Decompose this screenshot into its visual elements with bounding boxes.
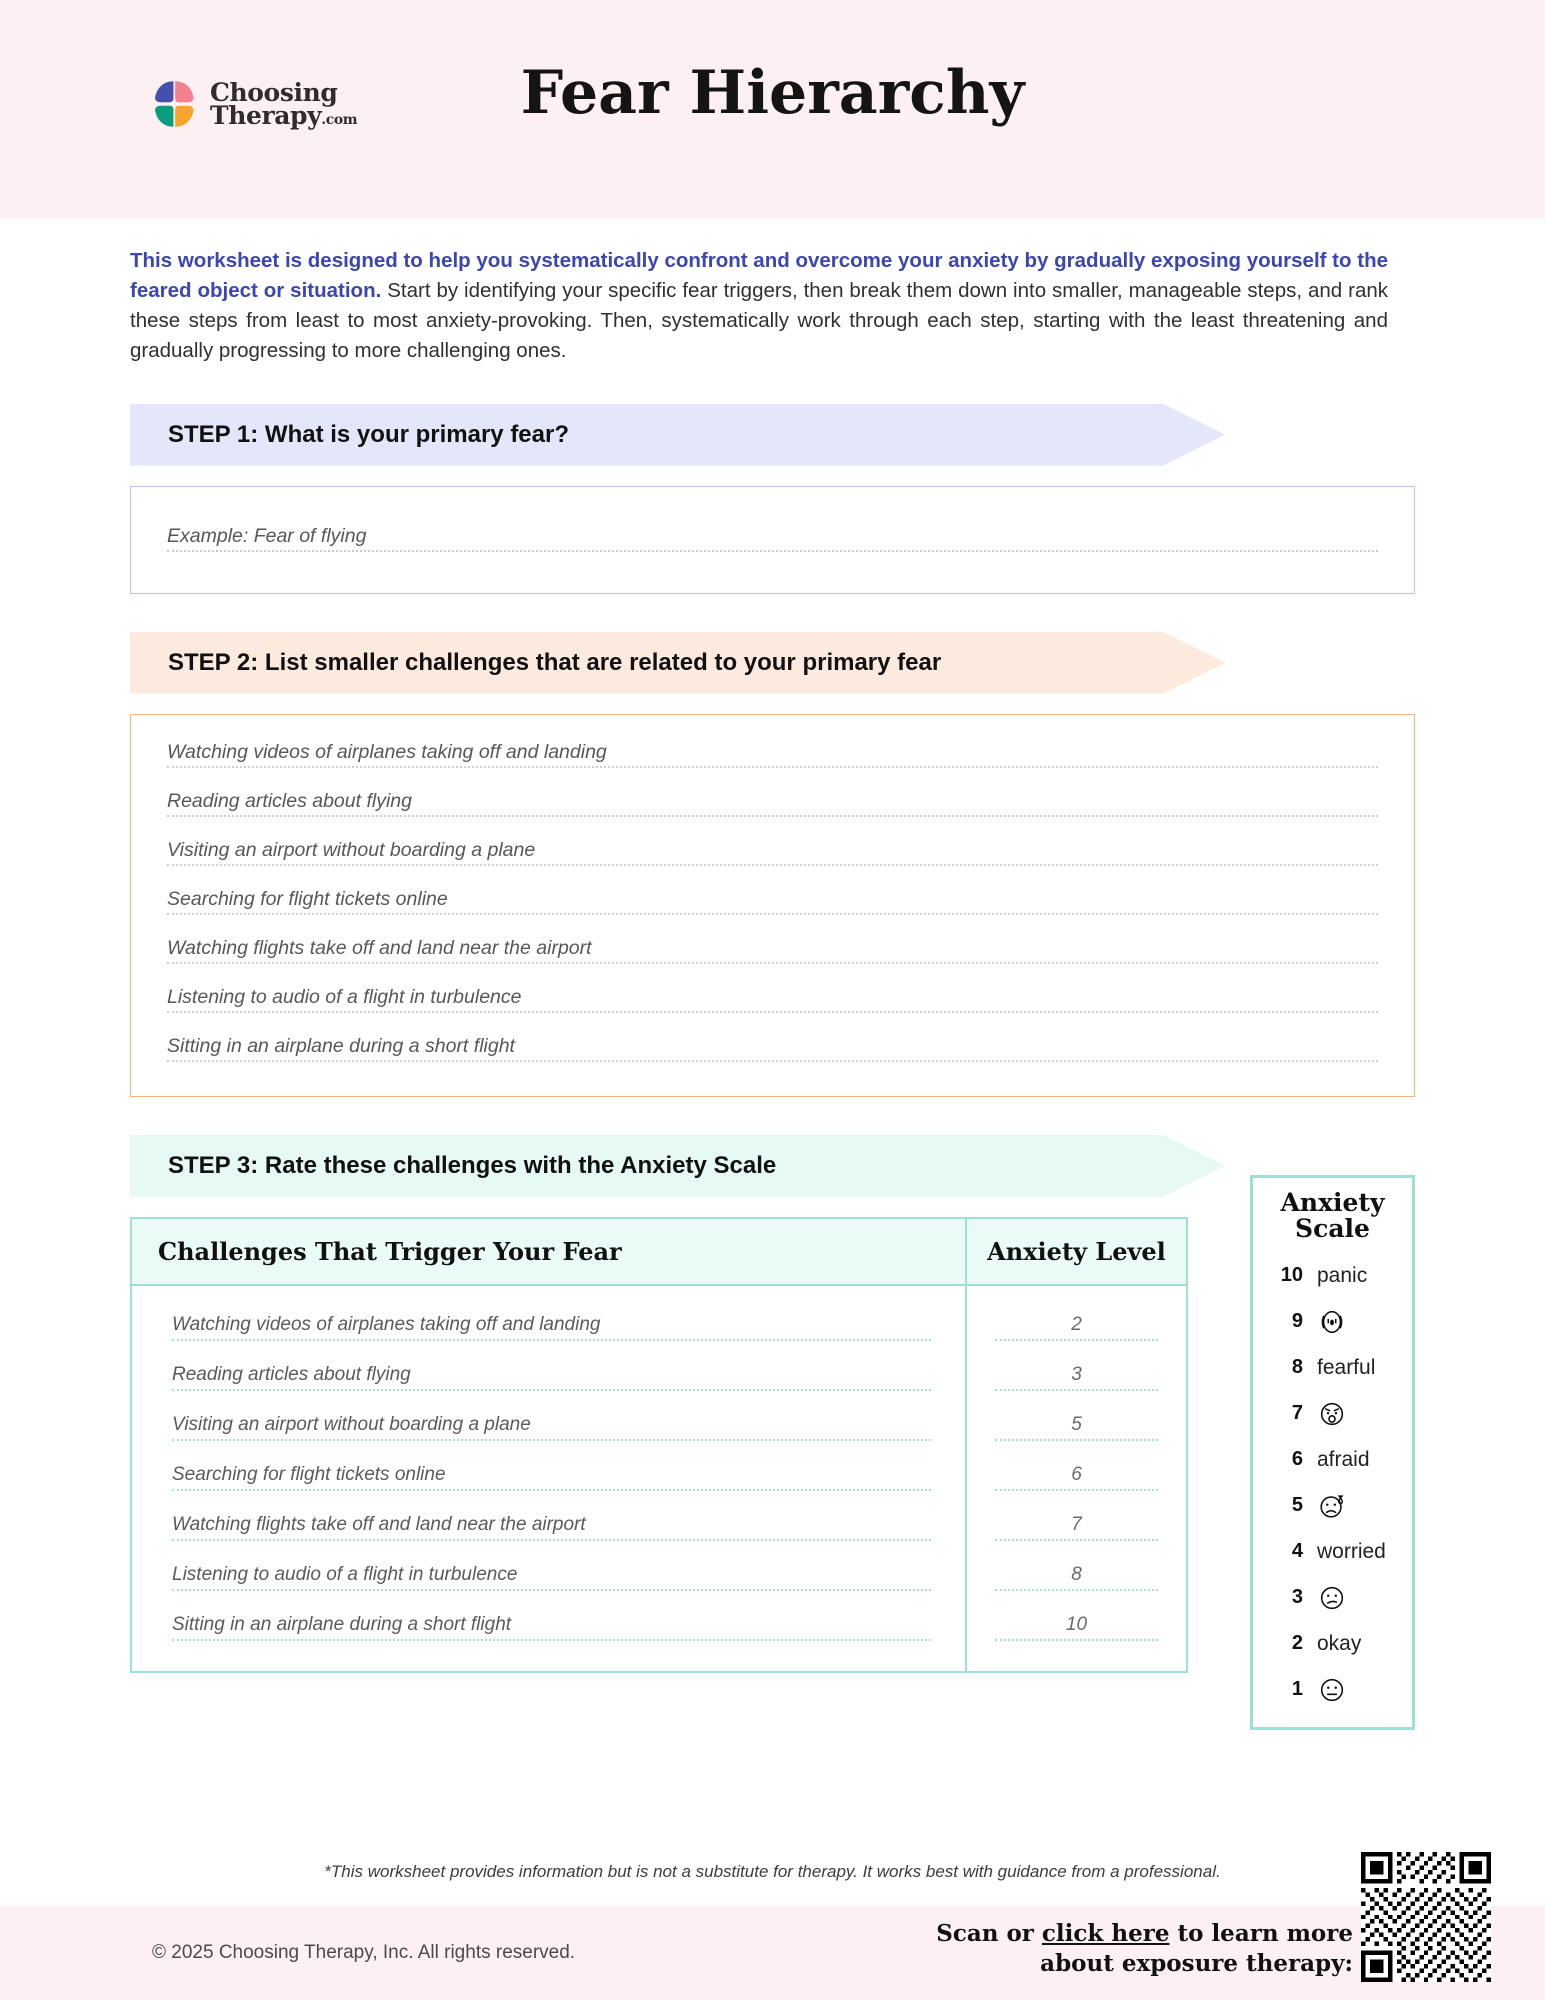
step1-banner [130, 404, 1415, 466]
level-line[interactable] [995, 1414, 1158, 1441]
level-underline [995, 1389, 1158, 1391]
anxiety-scale-label: panic [1317, 1263, 1368, 1287]
scan-callout-line2: about exposure therapy: [1040, 1949, 1353, 1977]
table-cell-challenge[interactable] [132, 1303, 966, 1353]
screaming-fear-face-icon [1317, 1307, 1347, 1337]
level-underline [995, 1639, 1158, 1641]
anxiety-scale-title-line2: Scale [1295, 1214, 1370, 1244]
challenges-table [132, 1219, 1186, 1671]
anxiety-scale-item-2 [1253, 1621, 1412, 1667]
anxiety-scale-label: fearful [1317, 1355, 1376, 1379]
anxiety-scale-number: 1 [1291, 1678, 1303, 1701]
challenge-text[interactable]: Watching videos of airplanes taking off and landing [172, 1314, 601, 1336]
table-cell-level[interactable] [966, 1403, 1186, 1453]
challenge-underline [172, 1589, 931, 1591]
level-value[interactable]: 2 [1071, 1314, 1082, 1336]
list-item[interactable] [167, 1035, 1378, 1062]
level-line[interactable] [995, 1614, 1158, 1641]
challenge-underline [172, 1489, 931, 1491]
step2-entry-text[interactable]: Listening to audio of a flight in turbulence [167, 985, 522, 1008]
anxiety-scale-item-5 [1253, 1483, 1412, 1529]
anxiety-scale-number: 6 [1291, 1448, 1303, 1471]
step2-banner-label: STEP 2: List smaller challenges that are related to your primary fear [168, 648, 942, 676]
level-value[interactable]: 3 [1071, 1364, 1082, 1386]
anxiety-scale-item-4 [1253, 1529, 1412, 1575]
entry-underline [167, 864, 1378, 866]
copyright-text: © 2025 Choosing Therapy, Inc. All rights reserved. [152, 1942, 576, 1963]
anxiety-scale-number: 3 [1291, 1586, 1303, 1609]
neutral-face-icon [1317, 1675, 1347, 1705]
step2-challenges-box[interactable] [130, 714, 1415, 1097]
brand-logo-suffix: .com [321, 112, 358, 128]
anxiety-scale-panel [1250, 1175, 1415, 1730]
anguished-face-icon [1317, 1399, 1347, 1429]
anxiety-scale-number: 5 [1291, 1494, 1303, 1517]
list-item[interactable] [167, 888, 1378, 915]
level-underline [995, 1439, 1158, 1441]
click-here-link[interactable]: click here [1041, 1920, 1170, 1948]
challenge-text[interactable]: Searching for flight tickets online [172, 1464, 446, 1486]
step1-answer-row[interactable] [167, 525, 1378, 552]
level-value[interactable]: 7 [1071, 1514, 1082, 1536]
anxiety-scale-item-10 [1253, 1253, 1412, 1299]
challenge-text[interactable]: Watching flights take off and land near the airport [172, 1514, 586, 1536]
scan-callout [936, 1919, 1353, 1978]
anxiety-scale-number: 4 [1291, 1540, 1303, 1563]
level-underline [995, 1589, 1158, 1591]
sweating-frown-face-icon [1317, 1491, 1347, 1521]
level-line[interactable] [995, 1464, 1158, 1491]
anxiety-scale-title [1253, 1187, 1412, 1244]
list-item[interactable] [167, 741, 1378, 768]
anxiety-scale-item-7 [1253, 1391, 1412, 1437]
table-row[interactable] [132, 1303, 1186, 1353]
page-header [0, 0, 1545, 218]
anxiety-scale-item-3 [1253, 1575, 1412, 1621]
disclaimer-text: *This worksheet provides information but is not a substitute for therapy. It works best with guidance from a professional. [324, 1862, 1221, 1881]
table-row[interactable] [132, 1403, 1186, 1453]
step2-entry-text[interactable]: Visiting an airport without boarding a plane [167, 838, 536, 861]
step1-banner-label: STEP 1: What is your primary fear? [168, 420, 570, 448]
step1-answer-box[interactable] [130, 486, 1415, 594]
anxiety-scale-number: 8 [1291, 1356, 1303, 1379]
step2-entry-text[interactable]: Watching flights take off and land near the airport [167, 936, 592, 959]
table-cell-level[interactable] [966, 1303, 1186, 1353]
step2-banner [130, 632, 1415, 694]
level-value[interactable]: 5 [1071, 1414, 1082, 1436]
challenge-underline [172, 1339, 931, 1341]
brand-logo-line2: Therapy.com [210, 101, 358, 130]
level-value[interactable]: 6 [1071, 1464, 1082, 1486]
challenge-underline [172, 1639, 931, 1641]
table-row[interactable] [132, 1603, 1186, 1653]
challenge-line[interactable] [172, 1514, 931, 1541]
table-spacer-row [132, 1653, 1186, 1671]
level-underline [995, 1489, 1158, 1491]
entry-underline [167, 913, 1378, 915]
step2-entry-text[interactable]: Reading articles about flying [167, 789, 412, 812]
table-cell-level[interactable] [966, 1503, 1186, 1553]
challenge-line[interactable] [172, 1364, 931, 1391]
table-cell-challenge[interactable] [132, 1453, 966, 1503]
table-row[interactable] [132, 1503, 1186, 1553]
intro-bold-lead: This worksheet is designed to help you systematically confront and overcome your anxiety by gradually exposing yourself to the feared object or situation. [130, 249, 1388, 302]
anxiety-scale-item-6 [1253, 1437, 1412, 1483]
table-cell-challenge[interactable] [132, 1553, 966, 1603]
slight-frown-face-icon [1317, 1583, 1347, 1613]
challenge-line[interactable] [172, 1414, 931, 1441]
table-cell-level[interactable] [966, 1603, 1186, 1653]
page-title: Fear Hierarchy [520, 58, 1025, 128]
entry-underline [167, 962, 1378, 964]
entry-underline [167, 1011, 1378, 1013]
challenge-line[interactable] [172, 1314, 931, 1341]
anxiety-scale-number: 9 [1291, 1310, 1303, 1333]
level-underline [995, 1339, 1158, 1341]
challenge-text[interactable]: Reading articles about flying [172, 1364, 411, 1386]
challenge-line[interactable] [172, 1464, 931, 1491]
step2-entry-text[interactable]: Searching for flight tickets online [167, 887, 448, 910]
table-cell-challenge[interactable] [132, 1603, 966, 1653]
anxiety-scale-item-1 [1253, 1667, 1412, 1713]
list-item[interactable] [167, 790, 1378, 817]
step1-answer-text[interactable]: Example: Fear of flying [167, 524, 367, 547]
table-header-anxiety-level: Anxiety Level [966, 1219, 1186, 1285]
intro-paragraph [130, 246, 1388, 366]
step3-content [130, 1187, 1415, 1701]
entry-underline [167, 1060, 1378, 1062]
step3-banner-label: STEP 3: Rate these challenges with the Anxiety Scale [168, 1151, 777, 1179]
table-row[interactable] [132, 1353, 1186, 1403]
level-underline [995, 1539, 1158, 1541]
table-cell-level[interactable] [966, 1553, 1186, 1603]
table-cell-challenge[interactable] [132, 1353, 966, 1403]
anxiety-scale-number: 7 [1291, 1402, 1303, 1425]
level-value[interactable]: 8 [1071, 1564, 1082, 1586]
entry-underline [167, 815, 1378, 817]
level-line[interactable] [995, 1364, 1158, 1391]
table-header-row [132, 1219, 1186, 1285]
challenge-underline [172, 1439, 931, 1441]
challenge-text[interactable]: Listening to audio of a flight in turbulence [172, 1564, 518, 1586]
anxiety-scale-number: 2 [1291, 1632, 1303, 1655]
table-header-challenges: Challenges That Trigger Your Fear [132, 1219, 966, 1285]
intro-rest: Start by identifying your specific fear triggers, then break them down into smaller, manageable steps, and rank these steps from least to most anxiety-provoking. Then, systematically work through each step, starting with the least threatening and gradually progressing to more challenging ones. [130, 278, 1388, 362]
anxiety-scale-label: okay [1317, 1631, 1362, 1655]
challenge-text[interactable]: Sitting in an airplane during a short flight [172, 1614, 512, 1636]
table-cell-level[interactable] [966, 1353, 1186, 1403]
step3-banner [130, 1135, 1415, 1197]
anxiety-scale-item-8 [1253, 1345, 1412, 1391]
list-item[interactable] [167, 986, 1378, 1013]
challenge-line[interactable] [172, 1564, 931, 1591]
challenge-line[interactable] [172, 1614, 931, 1641]
level-line[interactable] [995, 1314, 1158, 1341]
anxiety-scale-title-line1: Anxiety [1280, 1187, 1385, 1217]
step2-entry-text[interactable]: Sitting in an airplane during a short flight [167, 1034, 515, 1057]
scan-callout-line1 [936, 1919, 1353, 1948]
table-spacer-row [132, 1285, 1186, 1303]
anxiety-scale-item-9 [1253, 1299, 1412, 1345]
challenge-underline [172, 1389, 931, 1391]
scan-suffix: to learn more [1169, 1920, 1353, 1948]
level-value[interactable]: 10 [1065, 1614, 1088, 1636]
table-cell-challenge[interactable] [132, 1503, 966, 1553]
worksheet-body [0, 246, 1545, 1701]
qr-code[interactable] [1361, 1852, 1491, 1982]
anxiety-scale-label: afraid [1317, 1447, 1370, 1471]
table-cell-level[interactable] [966, 1453, 1186, 1503]
challenge-underline [172, 1539, 931, 1541]
table-row[interactable] [132, 1553, 1186, 1603]
level-line[interactable] [995, 1514, 1158, 1541]
anxiety-scale-number: 10 [1280, 1264, 1303, 1287]
entry-underline [167, 766, 1378, 768]
level-line[interactable] [995, 1564, 1158, 1591]
step1-answer-underline [167, 550, 1378, 552]
brand-logo-line1: Choosing [210, 77, 338, 107]
table-cell-challenge[interactable] [132, 1403, 966, 1453]
list-item[interactable] [167, 937, 1378, 964]
list-item[interactable] [167, 839, 1378, 866]
challenges-table-wrapper [130, 1217, 1188, 1673]
step2-entry-text[interactable]: Watching videos of airplanes taking off and landing [167, 740, 607, 763]
challenge-text[interactable]: Visiting an airport without boarding a plane [172, 1414, 531, 1436]
anxiety-scale-label: worried [1317, 1539, 1386, 1563]
scan-prefix: Scan or [936, 1920, 1042, 1948]
table-row[interactable] [132, 1453, 1186, 1503]
